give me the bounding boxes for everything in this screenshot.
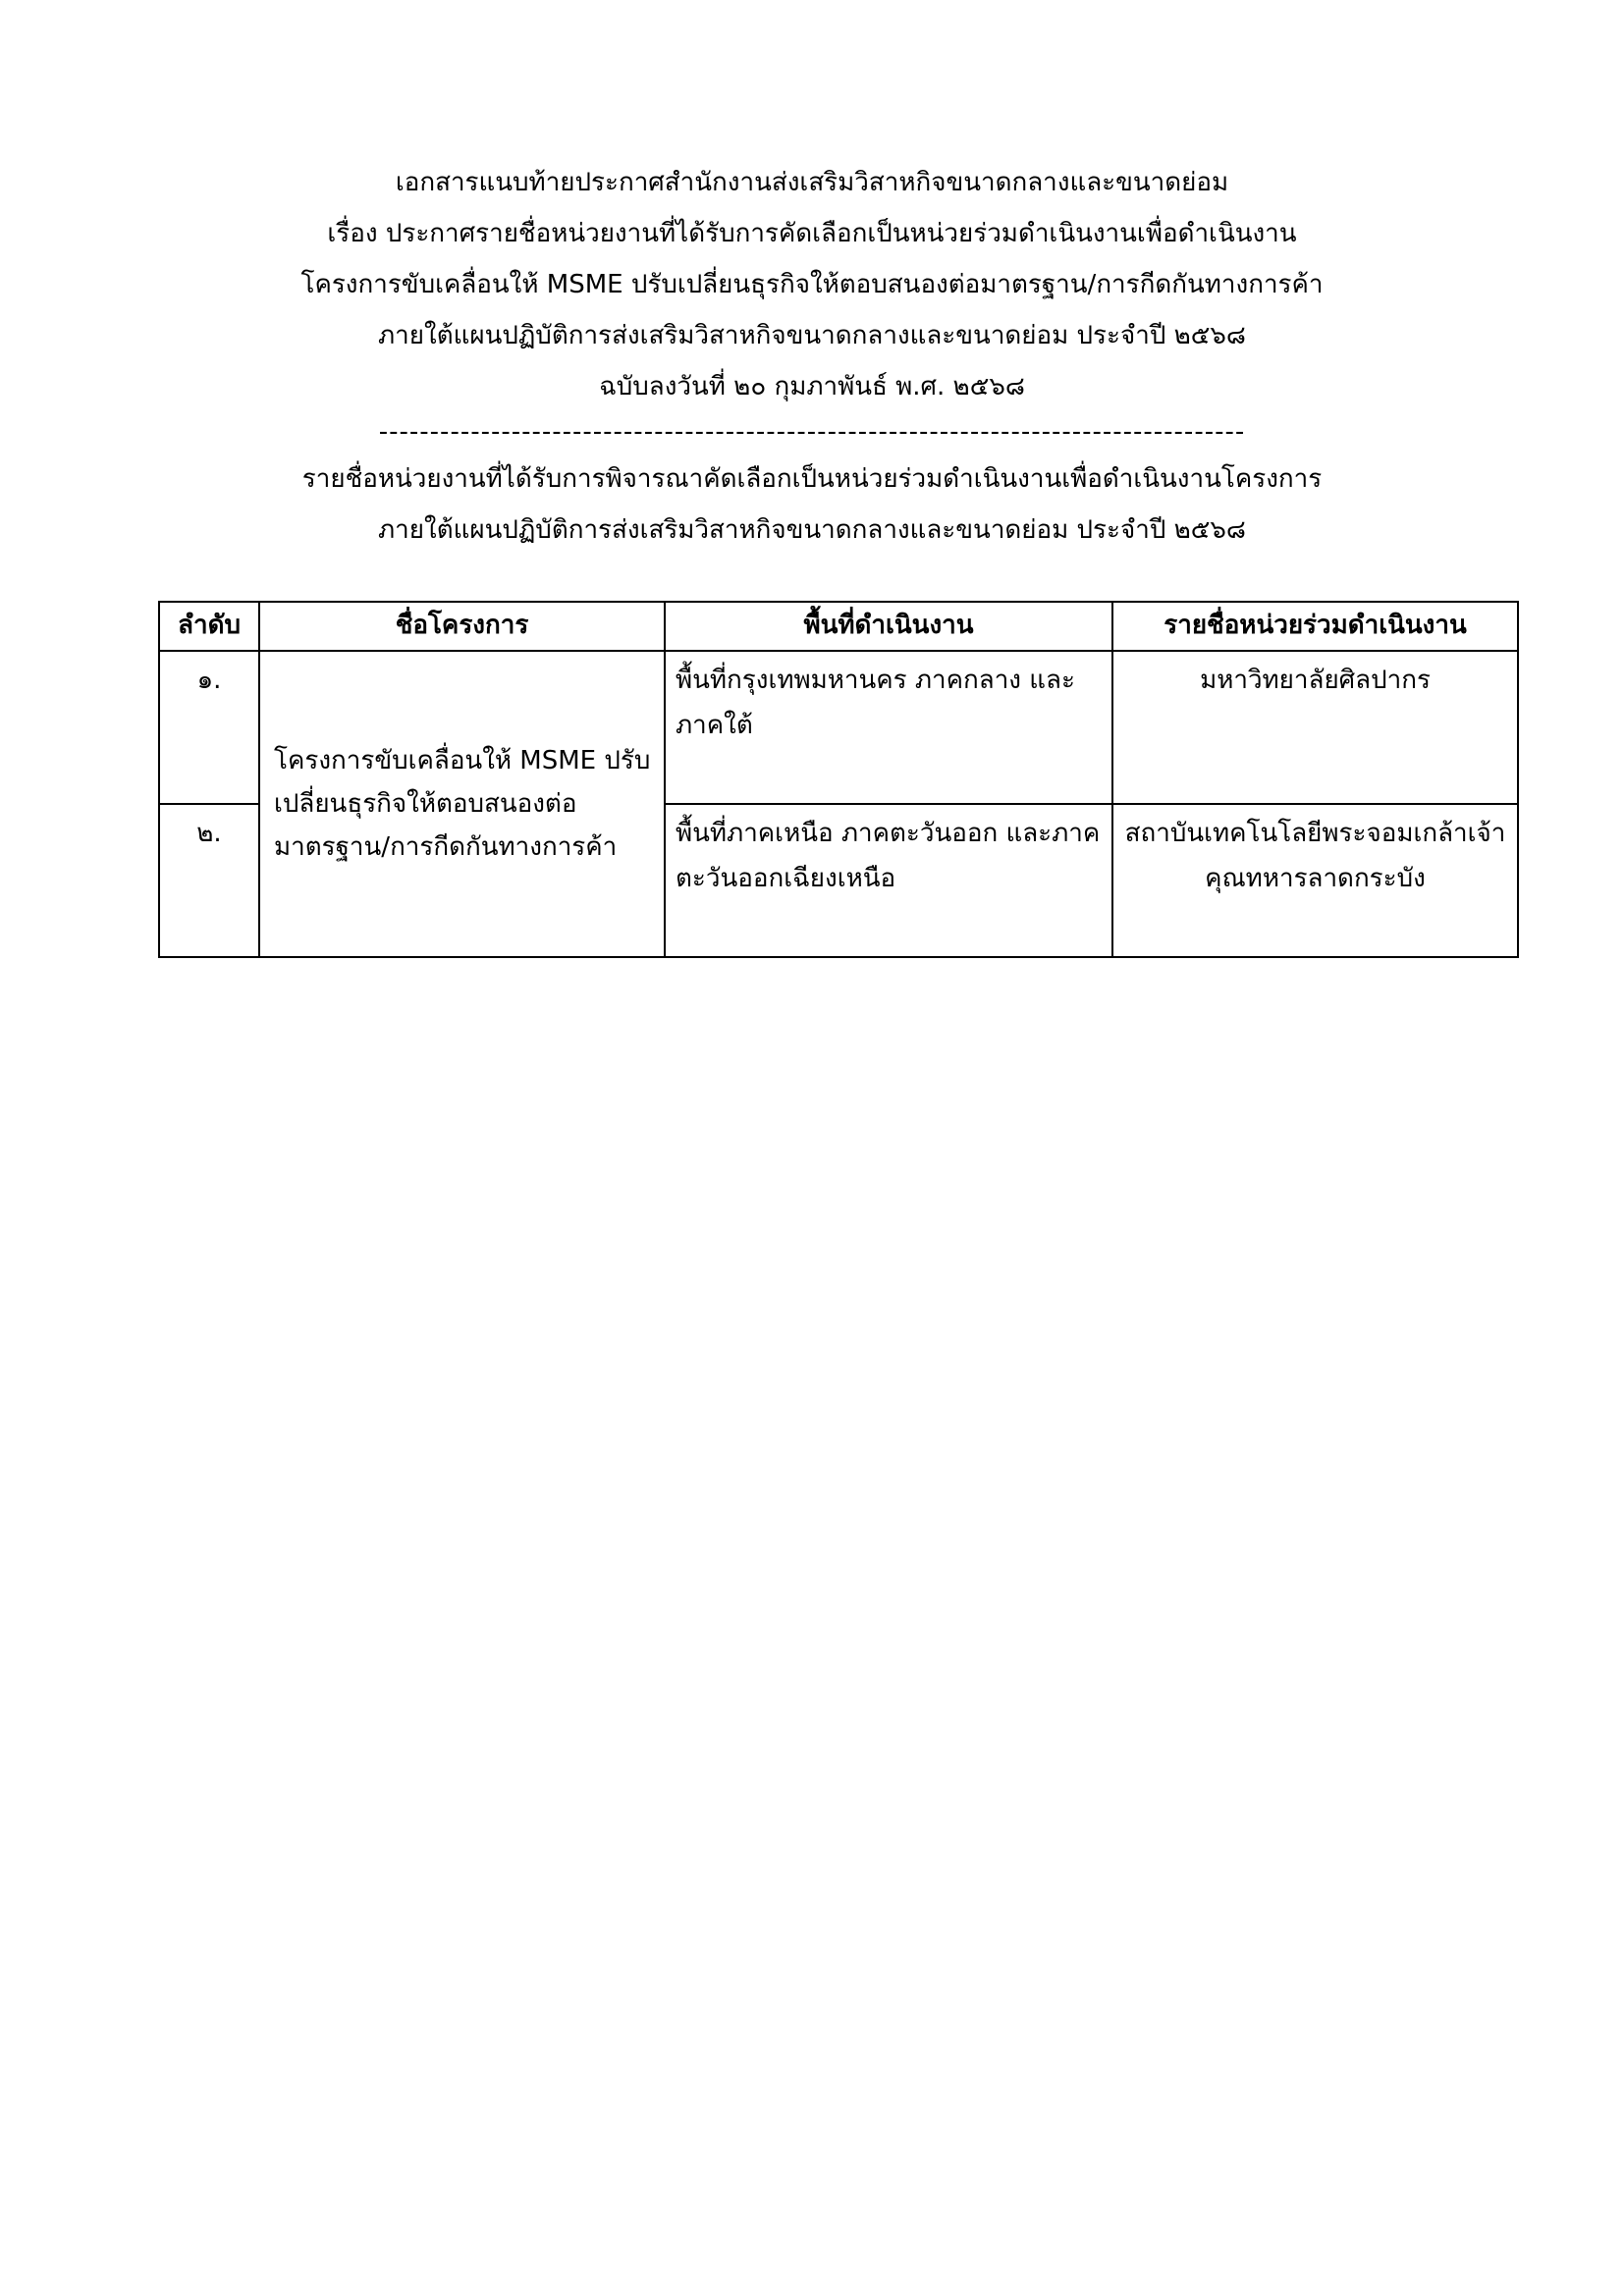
row-number: ๒. (159, 804, 259, 957)
col-header-org: รายชื่อหน่วยร่วมดำเนินงาน (1112, 602, 1518, 651)
list-title: รายชื่อหน่วยงานที่ได้รับการพิจารณาคัดเลือกเป็นหน่วยร่วมดำเนินงานเพื่อดำเนินงานโครงการ (301, 464, 1323, 494)
header-attachment-title: เอกสารแนบท้ายประกาศสำนักงานส่งเสริมวิสาหกิจขนาดกลางและขนาดย่อม (395, 168, 1229, 197)
project-name-cell: โครงการขับเคลื่อนให้ MSME ปรับเปลี่ยนธุรกิจให้ตอบสนองต่อมาตรฐาน/การกีดกันทางการค้า (259, 651, 665, 957)
col-header-area: พื้นที่ดำเนินงาน (665, 602, 1112, 651)
selection-table (158, 601, 1519, 958)
table-header-row (159, 602, 1518, 651)
header-subject: เรื่อง ประกาศรายชื่อหน่วยงานที่ได้รับการคัดเลือกเป็นหน่วยร่วมดำเนินงานเพื่อดำเนินงาน (327, 219, 1297, 248)
partner-organization: มหาวิทยาลัยศิลปากร (1112, 651, 1518, 804)
operating-area: พื้นที่ภาคเหนือ ภาคตะวันออก และภาคตะวันออกเฉียงเหนือ (665, 804, 1112, 957)
header-plan-line: ภายใต้แผนปฏิบัติการส่งเสริมวิสาหกิจขนาดกลางและขนาดย่อม ประจำปี ๒๕๖๘ (378, 321, 1246, 350)
document-header (0, 157, 1624, 556)
partner-organization: สถาบันเทคโนโลยีพระจอมเกล้าเจ้าคุณทหารลาดกระบัง (1112, 804, 1518, 957)
row-number: ๑. (159, 651, 259, 804)
header-project-line: โครงการขับเคลื่อนให้ MSME ปรับเปลี่ยนธุรกิจให้ตอบสนองต่อมาตรฐาน/การกีดกันทางการค้า (300, 270, 1324, 299)
header-separator: ------------------------------------------------------------------------------------- (378, 417, 1246, 447)
operating-area: พื้นที่กรุงเทพมหานคร ภาคกลาง และภาคใต้ (665, 651, 1112, 804)
header-date: ฉบับลงวันที่ ๒๐ กุมภาพันธ์ พ.ศ. ๒๕๖๘ (599, 372, 1025, 401)
table-row (159, 651, 1518, 804)
list-subtitle: ภายใต้แผนปฏิบัติการส่งเสริมวิสาหกิจขนาดกลางและขนาดย่อม ประจำปี ๒๕๖๘ (378, 515, 1246, 545)
col-header-no: ลำดับ (159, 602, 259, 651)
col-header-project: ชื่อโครงการ (259, 602, 665, 651)
